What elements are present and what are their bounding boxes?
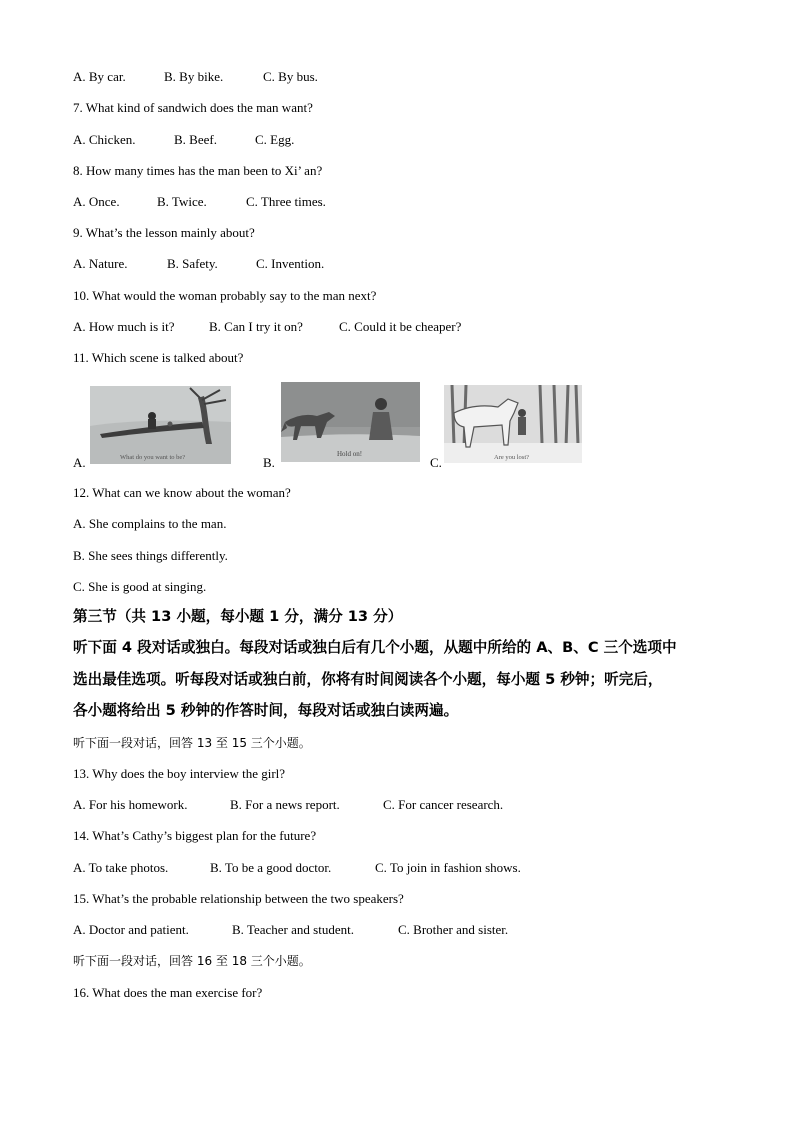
q11-caption-a: What do you want to be? — [120, 454, 186, 461]
q11-picture-a — [90, 386, 231, 464]
q8-option-b: B. Twice. — [157, 194, 207, 209]
q7-options — [73, 132, 294, 148]
q6-option-c: C. By bus. — [263, 69, 318, 84]
q14-options — [73, 860, 521, 876]
q12-option-c: C. She is good at singing. — [73, 579, 207, 594]
section3-instructions-line1: 听下面 4 段对话或独白。每段对话或独白后有几个小题，从题中所给的 A、B、C 三个选项中 — [73, 639, 677, 656]
q13-option-b: B. For a news report. — [230, 797, 340, 812]
q7-option-a: A. Chicken. — [73, 132, 136, 147]
q14-question: 14. What’s Cathy’s biggest plan for the future? — [73, 828, 317, 843]
q9-option-b: B. Safety. — [167, 256, 218, 271]
q15-question: 15. What’s the probable relationship between the two speakers? — [73, 891, 404, 906]
q15-option-b: B. Teacher and student. — [232, 922, 354, 937]
q11-option-b-label: B. — [263, 455, 275, 470]
q12-option-b: B. She sees things differently. — [73, 548, 228, 563]
listening-note-13-15: 听下面一段对话，回答 13 至 15 三个小题。 — [73, 736, 311, 750]
q11-question: 11. Which scene is talked about? — [73, 350, 244, 365]
q9-option-c: C. Invention. — [256, 256, 325, 271]
q15-options — [73, 922, 508, 938]
q8-option-a: A. Once. — [73, 194, 120, 209]
q9-option-a: A. Nature. — [73, 256, 128, 271]
q13-option-c: C. For cancer research. — [383, 797, 504, 812]
q14-option-b: B. To be a good doctor. — [210, 860, 332, 875]
q7-question: 7. What kind of sandwich does the man want? — [73, 100, 313, 115]
q16-question: 16. What does the man exercise for? — [73, 985, 263, 1000]
q13-option-a: A. For his homework. — [73, 797, 188, 812]
q10-option-a: A. How much is it? — [73, 319, 175, 334]
q7-option-c: C. Egg. — [255, 132, 295, 147]
q10-option-c: C. Could it be cheaper? — [339, 319, 462, 334]
q10-question: 10. What would the woman probably say to the man next? — [73, 288, 377, 303]
q10-options — [73, 319, 461, 335]
q11-option-c-label: C. — [430, 455, 442, 470]
q11-option-a-label: A. — [73, 455, 86, 470]
q12-option-a: A. She complains to the man. — [73, 516, 227, 531]
q12-question: 12. What can we know about the woman? — [73, 485, 291, 500]
section3-title: 第三节（共 13 小题，每小题 1 分，满分 13 分） — [73, 608, 403, 625]
q7-option-b: B. Beef. — [174, 132, 217, 147]
q6-options — [73, 69, 318, 85]
q15-option-c: C. Brother and sister. — [398, 922, 509, 937]
q11-picture-c — [444, 385, 582, 463]
q8-option-c: C. Three times. — [246, 194, 326, 209]
q6-option-a: A. By car. — [73, 69, 126, 84]
q9-question: 9. What’s the lesson mainly about? — [73, 225, 255, 240]
section3-instructions-line3: 各小题将给出 5 秒钟的作答时间，每段对话或独白读两遍。 — [73, 702, 459, 719]
q11-caption-c: Are you lost? — [494, 454, 530, 461]
q10-option-b: B. Can I try it on? — [209, 319, 303, 334]
q11-caption-b: Hold on! — [337, 450, 363, 458]
q14-option-a: A. To take photos. — [73, 860, 169, 875]
q13-question: 13. Why does the boy interview the girl? — [73, 766, 286, 781]
section3-instructions-line2: 选出最佳选项。听每段对话或独白前，你将有时间阅读各个小题，每小题 5 秒钟；听完后， — [73, 671, 663, 688]
q15-option-a: A. Doctor and patient. — [73, 922, 189, 937]
q6-option-b: B. By bike. — [164, 69, 224, 84]
q9-options — [73, 256, 324, 272]
q8-question: 8. How many times has the man been to Xi’ an? — [73, 163, 323, 178]
listening-note-16-18: 听下面一段对话，回答 16 至 18 三个小题。 — [73, 954, 311, 968]
q13-options — [73, 797, 503, 813]
q8-options — [73, 194, 326, 210]
q14-option-c: C. To join in fashion shows. — [375, 860, 521, 875]
q11-picture-b — [281, 382, 420, 462]
